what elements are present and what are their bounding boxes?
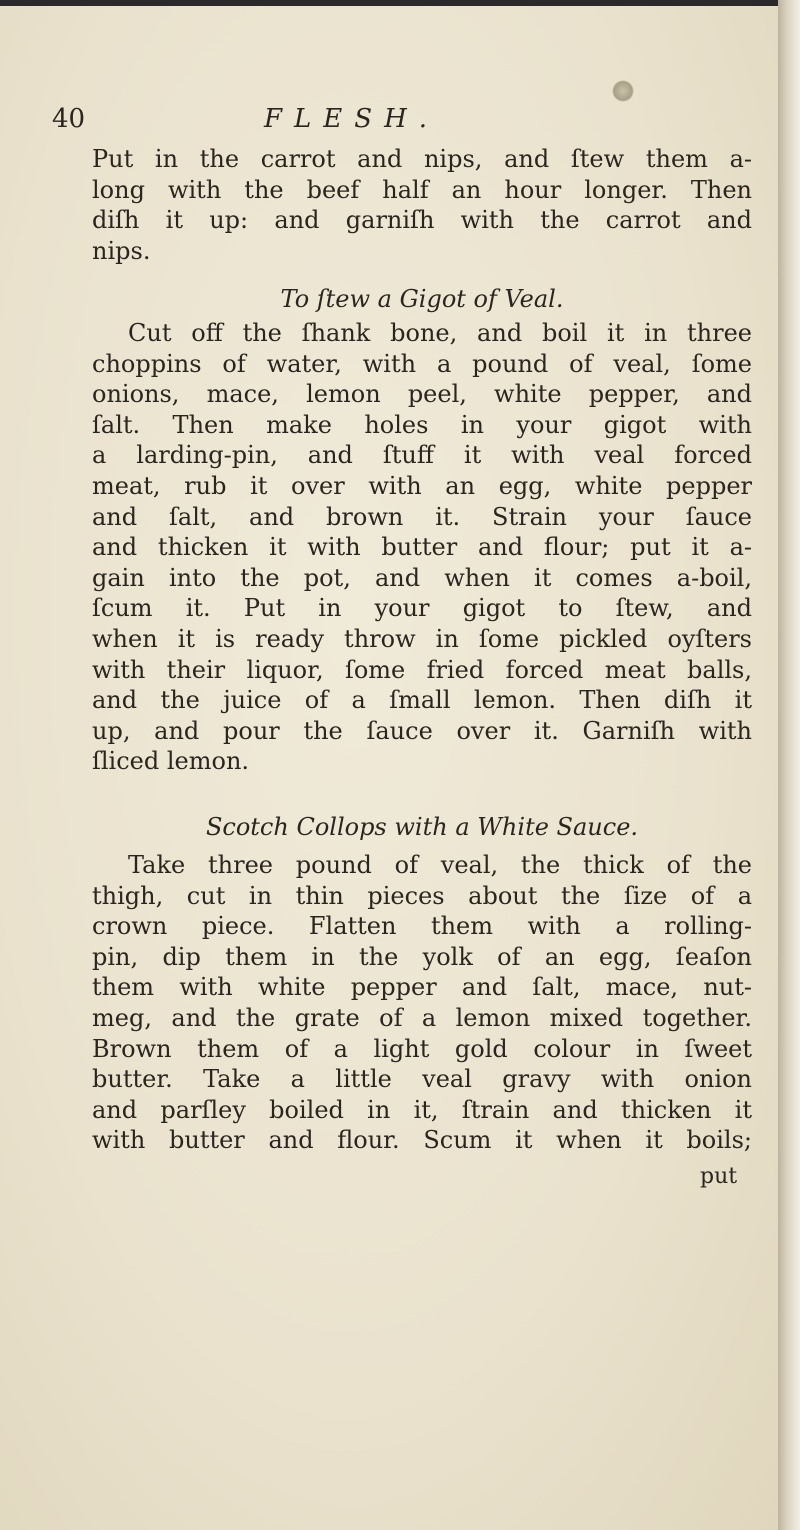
text-line: Put in the carrot and nips, and ſtew them a- bbox=[92, 145, 752, 173]
text-line: long with the beef half an hour longer. Then bbox=[92, 175, 752, 204]
ink-spot-ornament bbox=[612, 80, 634, 102]
text-line: up, and pour the ſauce over it. Garniſh with bbox=[92, 716, 752, 745]
text-line: them with white pepper and ſalt, mace, nut- bbox=[92, 973, 752, 1002]
text-line: pin, dip them in the yolk of an egg, ſeaſon bbox=[92, 942, 752, 971]
text-line: nips. bbox=[92, 236, 151, 265]
recipe-body-collops bbox=[92, 850, 752, 1156]
paragraph-continuation bbox=[92, 144, 752, 266]
text-line: a larding-pin, and ſtuff it with veal forced bbox=[92, 441, 752, 470]
text-line: gain into the pot, and when it comes a-boil, bbox=[92, 563, 752, 592]
text-line: ſliced lemon. bbox=[92, 747, 250, 776]
text-line: and parſley boiled in it, ſtrain and thicken it bbox=[92, 1095, 752, 1124]
text-line: Cut off the ſhank bone, and boil it in three bbox=[128, 319, 752, 347]
recipe-heading-gigot: To ſtew a Gigot of Veal. bbox=[280, 285, 564, 313]
text-line: and ſalt, and brown it. Strain your ſauce bbox=[92, 502, 752, 531]
text-line: thigh, cut in thin pieces about the ſize of a bbox=[92, 881, 752, 910]
recipe-heading-collops: Scotch Collops with a White Sauce. bbox=[205, 813, 639, 841]
text-line: ſalt. Then make holes in your gigot with bbox=[92, 410, 752, 439]
text-line: diſh it up: and garniſh with the carrot and bbox=[92, 206, 752, 235]
text-line: crown piece. Flatten them with a rolling- bbox=[92, 912, 752, 941]
text-line: butter. Take a little veal gravy with onion bbox=[92, 1065, 752, 1094]
text-line: with their liquor, ſome fried forced meat balls, bbox=[92, 655, 752, 684]
catchword: put bbox=[700, 1164, 738, 1189]
text-line: and the juice of a ſmall lemon. Then diſh it bbox=[92, 686, 752, 715]
text-line: meat, rub it over with an egg, white pepper bbox=[92, 471, 752, 500]
text-line: onions, mace, lemon peel, white pepper, and bbox=[92, 380, 752, 409]
running-title: FLESH. bbox=[264, 104, 440, 134]
text-line: Take three pound of veal, the thick of the bbox=[128, 851, 752, 879]
recipe-body-gigot bbox=[92, 318, 752, 777]
text-line: meg, and the grate of a lemon mixed together. bbox=[92, 1003, 752, 1032]
text-line: when it is ready throw in ſome pickled oyſters bbox=[92, 624, 752, 653]
text-line: choppins of water, with a pound of veal, ſome bbox=[92, 349, 752, 378]
running-head bbox=[52, 104, 692, 144]
page-right-edge bbox=[778, 0, 800, 1530]
text-line: and thicken it with butter and flour; put it a- bbox=[92, 533, 752, 562]
text-line: with butter and flour. Scum it when it boils; bbox=[92, 1126, 752, 1155]
text-line: ſcum it. Put in your gigot to ſtew, and bbox=[92, 594, 752, 623]
text-line: Brown them of a light gold colour in ſweet bbox=[92, 1034, 752, 1063]
page-number: 40 bbox=[52, 104, 86, 134]
